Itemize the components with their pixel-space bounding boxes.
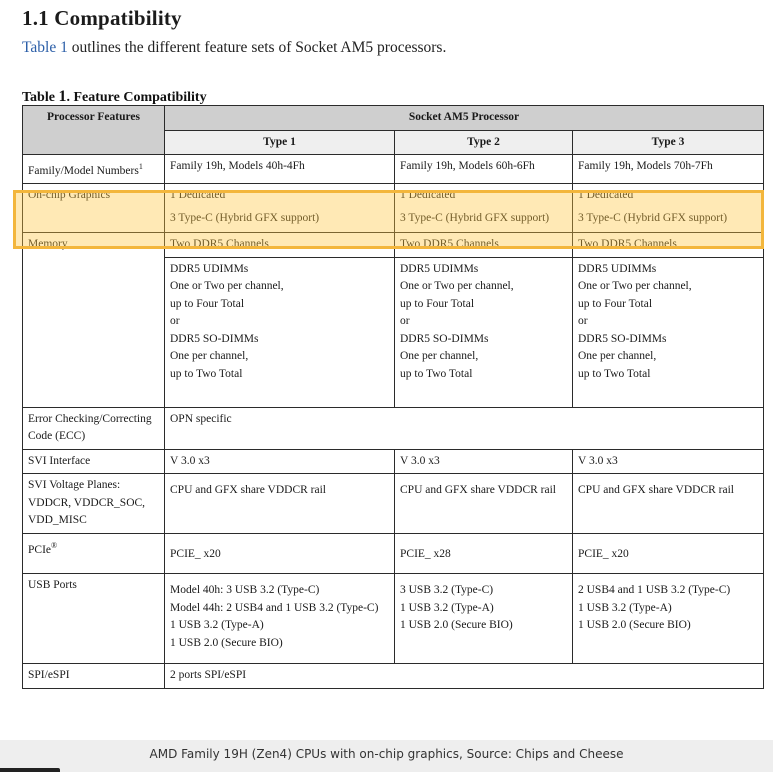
value-line: DDR5 SO-DIMMs	[578, 332, 667, 345]
value-line: 3 Type-C (Hybrid GFX support)	[170, 211, 320, 224]
feature-label: Family/Model Numbers	[28, 164, 139, 177]
value-line: DDR5 SO-DIMMs	[170, 332, 259, 345]
caption-rest: . Feature Compatibility	[66, 90, 207, 105]
value-line: up to Two Total	[170, 367, 243, 380]
feature-footnote: ®	[51, 541, 58, 551]
feature-value	[395, 184, 573, 233]
table-link[interactable]: Table 1	[22, 39, 68, 56]
feature-name	[23, 574, 165, 664]
feature-value	[395, 474, 573, 534]
value-line: 1 USB 2.0 (Secure BIO)	[400, 619, 513, 632]
feature-value	[165, 233, 395, 258]
feature-label: PCIe	[28, 544, 51, 557]
table-row	[23, 155, 764, 184]
feature-value	[165, 449, 395, 474]
feature-value	[395, 574, 573, 664]
header-type-3: Type 3	[573, 130, 764, 155]
value-line: One per channel,	[400, 350, 479, 363]
value-line: up to Four Total	[578, 297, 653, 310]
value-line: CPU and GFX share VDDCR rail	[578, 484, 734, 497]
table-caption	[22, 88, 207, 106]
feature-name	[23, 449, 165, 474]
feature-label: On-chip Graphics	[28, 189, 111, 202]
feature-value	[165, 184, 395, 233]
table-row	[23, 449, 764, 474]
feature-name	[23, 664, 165, 689]
feature-value	[573, 155, 764, 184]
feature-name	[23, 233, 165, 408]
value-line: 3 Type-C (Hybrid GFX support)	[578, 211, 728, 224]
feature-value: OPN specific	[165, 407, 764, 449]
value-line: DDR5 SO-DIMMs	[400, 332, 489, 345]
table-row	[23, 574, 764, 664]
feature-value: 2 ports SPI/eSPI	[165, 664, 764, 689]
header-type-1: Type 1	[165, 130, 395, 155]
value-line: DDR5 UDIMMs	[578, 262, 657, 275]
feature-value	[573, 474, 764, 534]
value-line: Family 19h, Models 70h-7Fh	[578, 160, 713, 172]
feature-value	[395, 233, 573, 258]
feature-label: Error Checking/Correcting Code (ECC)	[28, 412, 152, 443]
header-socket: Socket AM5 Processor	[165, 106, 764, 131]
value-line: up to Two Total	[400, 367, 473, 380]
table-row	[23, 534, 764, 574]
value-line: Two DDR5 Channels	[170, 238, 269, 251]
footer-tab	[0, 768, 60, 772]
feature-label: SVI Interface	[28, 454, 91, 467]
header-type-2: Type 2	[395, 130, 573, 155]
value-line: One or Two per channel,	[400, 280, 514, 293]
feature-value	[395, 155, 573, 184]
image-caption: AMD Family 19H (Zen4) CPUs with on-chip graphics, Source: Chips and Cheese	[149, 747, 624, 761]
value-line: up to Four Total	[170, 297, 245, 310]
feature-label: USB Ports	[28, 579, 77, 592]
value-line: 1 USB 2.0 (Secure BIO)	[578, 619, 691, 632]
value-line: One or Two per channel,	[578, 280, 692, 293]
value-line: 3 Type-C (Hybrid GFX support)	[400, 211, 550, 224]
feature-value	[573, 534, 764, 574]
feature-label: Memory	[28, 238, 68, 251]
value-line: 2 USB4 and 1 USB 3.2 (Type-C)	[578, 584, 731, 597]
value-line: 1 USB 3.2 (Type-A)	[170, 619, 264, 632]
value-line: Two DDR5 Channels	[578, 238, 677, 251]
value-line: Family 19h, Models 60h-6Fh	[400, 160, 535, 172]
feature-name	[23, 474, 165, 534]
value-line: or	[170, 315, 180, 328]
value-line: up to Two Total	[578, 367, 651, 380]
feature-value	[165, 155, 395, 184]
feature-value	[573, 449, 764, 474]
feature-value	[573, 574, 764, 664]
feature-value	[573, 257, 764, 407]
feature-value	[165, 257, 395, 407]
value-line: 1 Dedicated	[578, 189, 634, 202]
value-line: PCIE_ x20	[578, 548, 629, 561]
value-line: Two DDR5 Channels	[400, 238, 499, 251]
value-line: or	[578, 315, 588, 328]
feature-footnote: 1	[138, 162, 143, 171]
feature-value	[395, 257, 573, 407]
header-processor-features: Processor Features	[23, 106, 165, 155]
table-row	[23, 407, 764, 449]
value-line: 1 Dedicated	[170, 189, 226, 202]
value-line: Family 19h, Models 40h-4Fh	[170, 160, 305, 172]
caption-bar	[0, 740, 773, 772]
value-line: V 3.0 x3	[578, 454, 618, 467]
value-line: V 3.0 x3	[400, 454, 440, 467]
feature-value	[573, 233, 764, 258]
table-row	[23, 664, 764, 689]
value-line: One per channel,	[578, 350, 657, 363]
caption-number: 1	[58, 88, 67, 105]
caption-prefix: Table	[22, 90, 59, 105]
value-line: up to Four Total	[400, 297, 475, 310]
feature-name	[23, 184, 165, 233]
value-line: DDR5 UDIMMs	[400, 262, 479, 275]
value-line: CPU and GFX share VDDCR rail	[170, 484, 326, 497]
feature-label: SPI/eSPI	[28, 669, 70, 682]
feature-value	[395, 449, 573, 474]
feature-value	[165, 474, 395, 534]
value-line: or	[400, 315, 410, 328]
value-line: Model 44h: 2 USB4 and 1 USB 3.2 (Type-C)	[170, 601, 379, 614]
feature-value	[165, 534, 395, 574]
intro-text: outlines the different feature sets of Socket AM5 processors.	[67, 39, 447, 56]
feature-compatibility-table	[22, 105, 764, 689]
value-line: 1 USB 3.2 (Type-A)	[400, 601, 494, 614]
feature-value	[573, 184, 764, 233]
feature-name	[23, 155, 165, 184]
section-heading: 1.1 Compatibility	[22, 6, 182, 30]
intro-paragraph	[22, 39, 446, 57]
feature-name	[23, 407, 165, 449]
value-line: 1 Dedicated	[400, 189, 456, 202]
feature-value	[165, 574, 395, 664]
value-line: PCIE_ x20	[170, 548, 221, 561]
feature-name	[23, 534, 165, 574]
value-line: V 3.0 x3	[170, 454, 210, 467]
feature-value	[395, 534, 573, 574]
table-row	[23, 184, 764, 233]
value-line: Model 40h: 3 USB 3.2 (Type-C)	[170, 584, 320, 597]
value-line: PCIE_ x28	[400, 548, 451, 561]
value-line: 1 USB 3.2 (Type-A)	[578, 601, 672, 614]
value-line: DDR5 UDIMMs	[170, 262, 249, 275]
feature-label: SVI Voltage Planes: VDDCR, VDDCR_SOC, VDD_MISC	[28, 479, 146, 527]
value-line: One or Two per channel,	[170, 280, 284, 293]
table-row	[23, 233, 764, 258]
value-line: 3 USB 3.2 (Type-C)	[400, 584, 494, 597]
value-line: 1 USB 2.0 (Secure BIO)	[170, 636, 283, 649]
table-row	[23, 474, 764, 534]
value-line: One per channel,	[170, 350, 249, 363]
value-line: CPU and GFX share VDDCR rail	[400, 484, 556, 497]
